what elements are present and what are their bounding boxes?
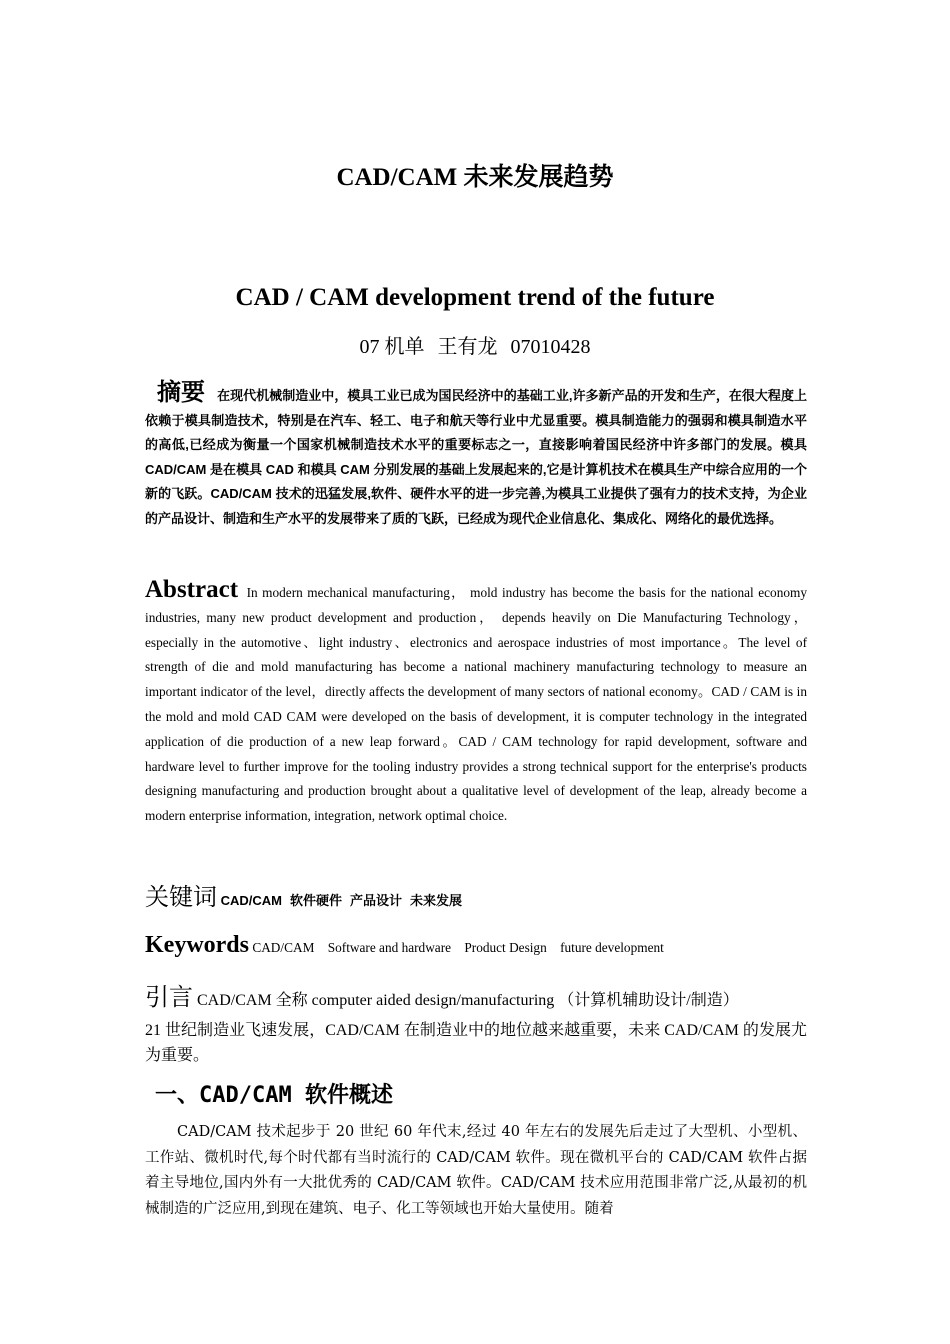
- keyword-zh-item: 软件硬件: [290, 893, 343, 908]
- abstract-chinese: [145, 380, 807, 532]
- introduction-label: 引言: [145, 983, 193, 1011]
- title-english: CAD / CAM development trend of the future: [235, 284, 715, 311]
- introduction-definition: CAD/CAM 全称 computer aided design/manufacturing （计算机辅助设计/制造）: [197, 992, 739, 1009]
- abstract-chinese-text: 在现代机械制造业中，模具工业已成为国民经济中的基础工业,许多新产品的开发和生产，在很大程度上依赖于模具制造技术，特别是在汽车、轻工、电子和航天等行业中尤显重要。模具制造能力的强弱和模具制造水平的高低,已经成为衡量一个国家机械制造技术水平的重要标志之一，直接影响着国民经济中许多部门的发展。模具 CAD/CAM 是在模具 CAD 和模具 CAM 分别发展的基础上发展起来的,它是计算机技术在模具生产中综合应用的一个新的飞跃。CAD/CAM 技术的迅猛发展,软件、硬件水平的进一步完善,为模具工业提供了强有力的技术支持，为企业的产品设计、制造和生产水平的发展带来了质的飞跃，已经成为现代企业信息化、集成化、网络化的最优选择。: [145, 388, 807, 526]
- keywords-chinese: [145, 880, 807, 918]
- keyword-zh-item: CAD/CAM: [220, 893, 283, 908]
- keyword-en-item: future development: [560, 940, 664, 955]
- keyword-zh-item: 产品设计: [350, 893, 403, 908]
- keyword-en-item: CAD/CAM: [252, 940, 315, 955]
- abstract-english-text: In modern mechanical manufacturing， mold industry has become the basis for the national economy industries, many new product development and production， depends heavily on Die Manufacturing Technology， especially in the automotive、light industry、electronics and aerospace industries of most importance。The level of strength of die and mold manufacturing has become a national machinery manufacturing technology to measure an important indicator of the level，directly affects the development of many sectors of national economy。CAD / CAM is in the mold and mold CAD CAM were developed on the basis of development, it is computer technology in the integrated application of die production of a new leap forward。CAD / CAM technology for rapid development, software and hardware level to further improve for the tooling industry provides a strong technical support for the enterprise's products designing manufacturing and production brought about a qualitative level of development of the leap, already become a modern enterprise information, integration, network optimal choice.: [145, 585, 807, 824]
- author-line: [0, 332, 950, 362]
- author-name: 王有龙: [437, 336, 498, 358]
- abstract-english: [145, 578, 807, 829]
- keywords-english: [145, 928, 807, 965]
- keywords-english-label: Keywords: [145, 932, 249, 958]
- introduction-body: 21 世纪制造业飞速发展，CAD/CAM 在制造业中的地位越来越重要，未来 CAD/CAM 的发展尤为重要。: [145, 1022, 807, 1064]
- title-chinese: CAD/CAM 未来发展趋势: [336, 164, 614, 191]
- keywords-chinese-label: 关键词: [145, 883, 217, 911]
- author-class: 07 机单: [359, 336, 425, 358]
- section-1-heading: 一、CAD/CAM 软件概述: [155, 1083, 393, 1108]
- section-1-body: CAD/CAM 技术起步于 20 世纪 60 年代末,经过 40 年左右的发展先后走过了大型机、小型机、工作站、微机时代,每个时代都有当时流行的 CAD/CAM 软件。现在微机平台的 CAD/CAM 软件占据着主导地位,国内外有一大批优秀的 CAD/CAM 软件。CAD/CAM 技术应用范围非常广泛,从最初的机械制造的广泛应用,到现在建筑、电子、化工等领域也开始大量使用。随着: [145, 1124, 807, 1217]
- introduction-line: [145, 980, 807, 1018]
- abstract-english-label: Abstract: [145, 576, 239, 603]
- keyword-en-item: Product Design: [464, 940, 547, 955]
- keyword-zh-item: 未来发展: [410, 893, 463, 908]
- abstract-chinese-label: 摘要: [157, 378, 206, 406]
- keyword-en-item: Software and hardware: [327, 940, 452, 955]
- author-student-id: 07010428: [510, 336, 591, 358]
